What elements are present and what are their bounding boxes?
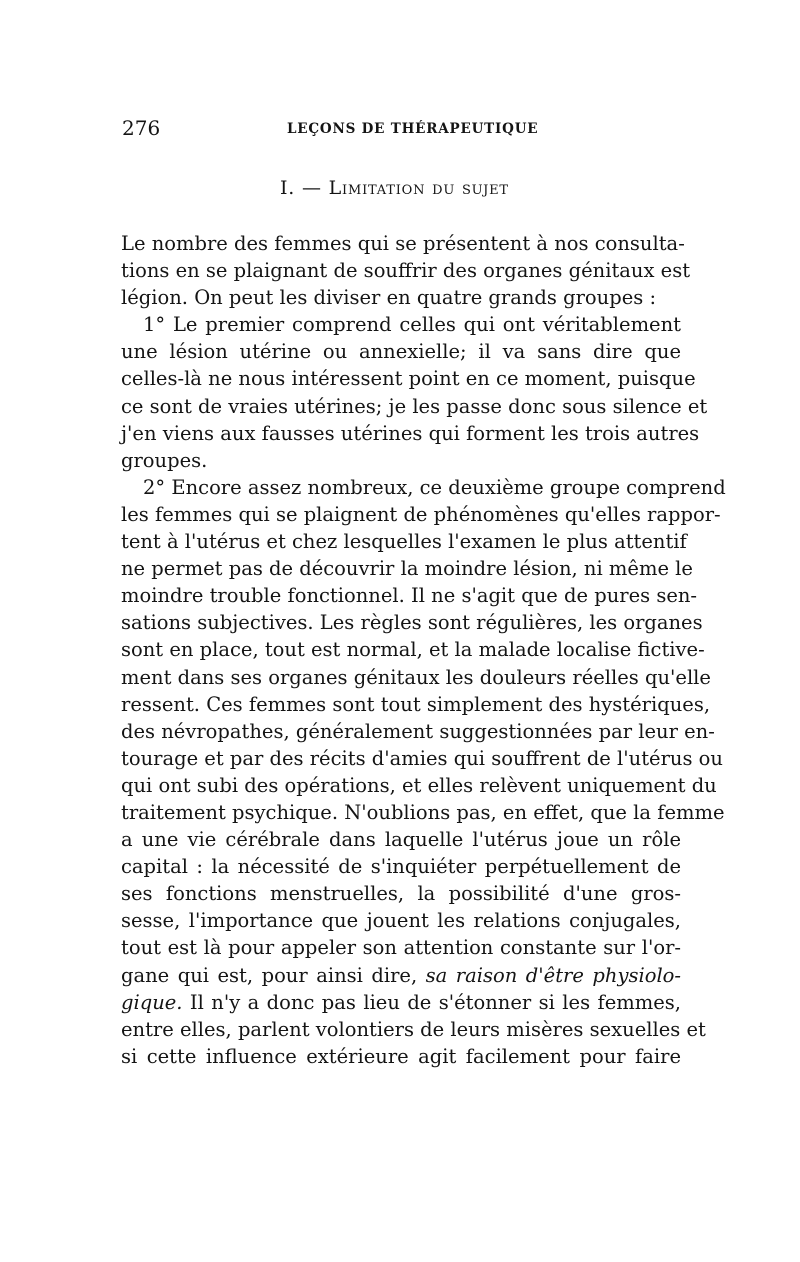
text-line: a une vie cérébrale dans laquelle l'utérus joue un rôle (121, 828, 681, 852)
text-line: entre elles, parlent volontiers de leurs misères sexuelles et (121, 1017, 706, 1041)
text-line: des névropathes, généralement suggestionnées par leur en- (121, 719, 715, 743)
page-header (122, 116, 682, 140)
plain-segment: gane qui est, pour ainsi dire, (121, 963, 426, 987)
text-line: ses fonctions menstruelles, la possibilité d'une gros- (121, 882, 681, 906)
text-line: ne permet pas de découvrir la moindre lésion, ni même le (121, 557, 693, 581)
running-head: LEÇONS DE THÉRAPEUTIQUE (287, 121, 539, 137)
text-line-with-italic (121, 989, 681, 1016)
text-line: groupes. (121, 448, 208, 472)
text-line: si cette influence extérieure agit facilement pour faire (121, 1044, 681, 1068)
text-line: les femmes qui se plaignent de phénomènes qu'elles rappor- (121, 502, 721, 526)
italic-segment: gique. (121, 990, 183, 1014)
text-line: ce sont de vraies utérines; je les passe donc sous silence et (121, 394, 708, 418)
text-line: traitement psychique. N'oublions pas, en effet, que la femme (121, 800, 725, 824)
text-line: une lésion utérine ou annexielle; il va sans dire que (121, 340, 681, 364)
text-line: sesse, l'importance que jouent les relations conjugales, (121, 909, 681, 933)
section-title: I. — Limitation du sujet (280, 177, 509, 199)
text-line: tions en se plaignant de souffrir des organes génitaux est (121, 259, 691, 283)
plain-segment: Il n'y a donc pas lieu de s'étonner si les femmes, (182, 990, 681, 1014)
text-line: ment dans ses organes génitaux les douleurs réelles qu'elle (121, 665, 711, 689)
text-line: ressent. Ces femmes sont tout simplement des hystériques, (121, 692, 711, 716)
text-line: tent à l'utérus et chez lesquelles l'examen le plus attentif (121, 530, 687, 554)
text-line: celles-là ne nous intéressent point en ce moment, puisque (121, 367, 696, 391)
body-text (121, 230, 726, 1070)
text-line: sations subjectives. Les règles sont régulières, les organes (121, 611, 703, 635)
text-line: 2° Encore assez nombreux, ce deuxième groupe comprend (143, 475, 726, 499)
text-line: tout est là pour appeler son attention constante sur l'or- (121, 936, 681, 960)
text-line: sont en place, tout est normal, et la malade localise fictive- (121, 638, 705, 662)
text-line: 1° Le premier comprend celles qui ont véritablement (143, 313, 681, 337)
text-line: capital : la nécessité de s'inquiéter perpétuellement de (121, 855, 681, 879)
text-line: Le nombre des femmes qui se présentent à nos consulta- (121, 232, 685, 255)
text-line: j'en viens aux fausses utérines qui forment les trois autres (121, 421, 700, 445)
text-line-with-italic (121, 962, 681, 989)
italic-segment: sa raison d'être physiolo- (425, 963, 682, 987)
text-line: tourage et par des récits d'amies qui souffrent de l'utérus ou (121, 746, 723, 770)
page-number: 276 (122, 116, 161, 140)
text-line: qui ont subi des opérations, et elles relèvent uniquement du (121, 773, 717, 797)
text-line: moindre trouble fonctionnel. Il ne s'agit que de pures sen- (121, 584, 698, 608)
text-line: légion. On peut les diviser en quatre grands groupes : (121, 286, 657, 310)
